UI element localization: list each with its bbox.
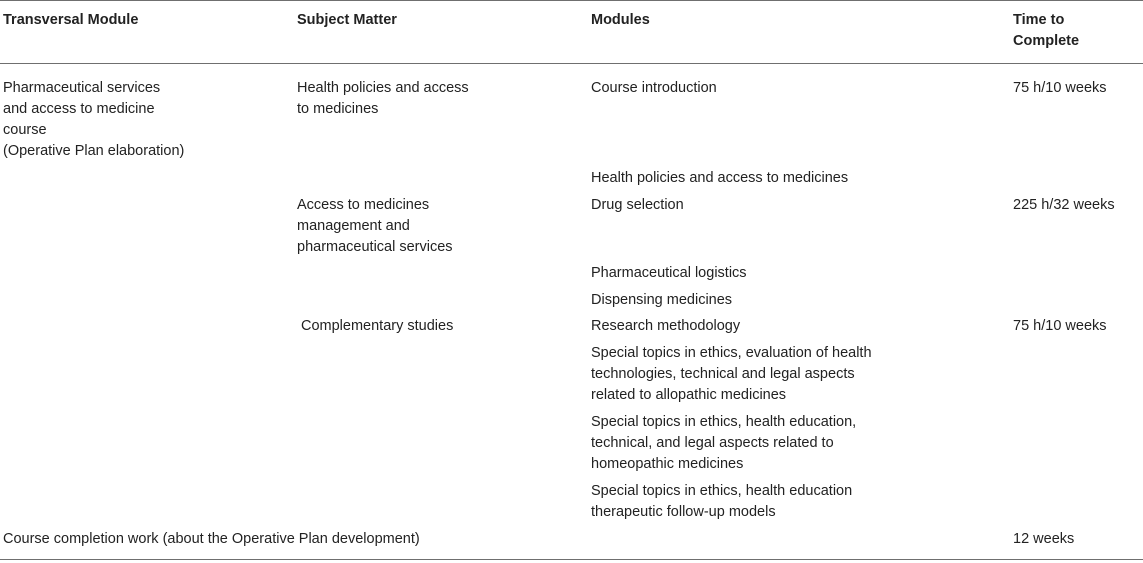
subject-line: Health policies and access [297, 80, 469, 96]
module-line: therapeutic follow-up models [591, 504, 776, 520]
module-line: homeopathic medicines [591, 456, 744, 472]
transversal-module-cell: Course completion work (about the Operative Plan development) [3, 531, 420, 547]
header-time-line-1: Time to [1013, 12, 1065, 28]
header-rule [0, 63, 1143, 64]
header-time-to-complete [1013, 10, 1079, 52]
module-line: technologies, technical and legal aspects [591, 366, 855, 382]
module-cell: Health policies and access to medicines [591, 170, 849, 186]
header-modules: Modules [591, 12, 650, 28]
subject-line: Access to medicines [297, 197, 430, 213]
transversal-line: course [3, 122, 47, 138]
subject-matter-cell: Complementary studies [301, 318, 454, 334]
subject-line: to medicines [297, 101, 379, 117]
subject-matter-cell [297, 195, 453, 258]
subject-line: management and [297, 218, 410, 234]
table-bottom-rule [0, 559, 1143, 560]
transversal-line: (Operative Plan elaboration) [3, 143, 185, 159]
transversal-line: Pharmaceutical services [3, 80, 161, 96]
header-time-line-2: Complete [1013, 33, 1080, 49]
time-cell: 75 h/10 weeks [1013, 80, 1107, 96]
module-cell: Drug selection [591, 197, 684, 213]
transversal-module-cell [3, 78, 184, 162]
module-cell: Pharmaceutical logistics [591, 265, 747, 281]
module-cell: Course introduction [591, 80, 717, 96]
module-line: Special topics in ethics, health education, [591, 414, 857, 430]
module-cell: Research methodology [591, 318, 741, 334]
module-line: Special topics in ethics, evaluation of health [591, 345, 872, 361]
module-line: technical, and legal aspects related to [591, 435, 834, 451]
module-line: Special topics in ethics, health education [591, 483, 853, 499]
module-cell [591, 343, 872, 406]
subject-line: pharmaceutical services [297, 239, 453, 255]
header-subject-matter: Subject Matter [297, 12, 397, 28]
module-line: related to allopathic medicines [591, 387, 787, 403]
subject-matter-cell [297, 78, 469, 120]
time-cell: 12 weeks [1013, 531, 1075, 547]
module-cell: Dispensing medicines [591, 292, 733, 308]
header-transversal-module: Transversal Module [3, 12, 139, 28]
time-cell: 75 h/10 weeks [1013, 318, 1107, 334]
time-cell: 225 h/32 weeks [1013, 197, 1115, 213]
module-cell [591, 481, 852, 523]
module-cell [591, 412, 856, 475]
table-top-rule [0, 0, 1143, 1]
transversal-line: and access to medicine [3, 101, 155, 117]
